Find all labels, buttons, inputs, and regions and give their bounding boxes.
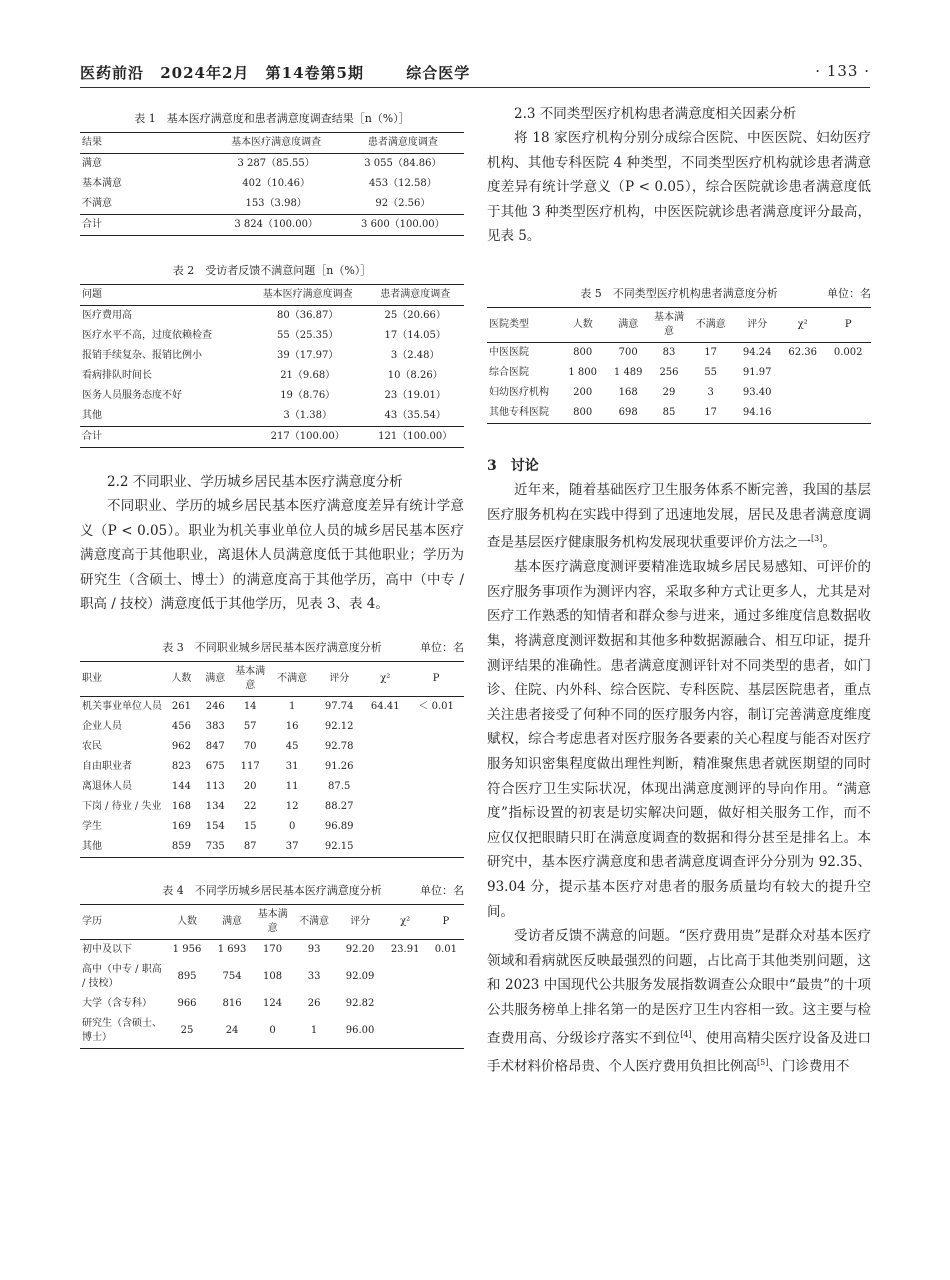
table-header-row bbox=[80, 285, 464, 306]
table-row bbox=[80, 696, 464, 717]
table-header-cell: 满意 bbox=[210, 904, 255, 939]
table-cell bbox=[362, 837, 408, 858]
table-header-cell: 患者满意度调查 bbox=[342, 133, 464, 154]
running-header bbox=[80, 58, 870, 88]
table-cell: 23.91 bbox=[390, 943, 420, 955]
table-row bbox=[80, 406, 464, 427]
table-cell: 11 bbox=[285, 780, 299, 792]
table-cell bbox=[362, 817, 408, 837]
table-row bbox=[80, 306, 464, 327]
section-2-2-body: 不同职业、学历的城乡居民基本医疗满意度差异有统计学意义（P < 0.05）。职业为机关事业单位人员的城乡居民基本医疗满意度高于其他职业，离退休人员满意度低于其他职业；学历为研究生（含硕士、博士）的满意度高于其他学历，高中（中专 / 职高 / 技校）满意度低于其他学历，见表 3、表 4。 bbox=[80, 498, 464, 613]
table-cell: 报销手续复杂、报销比例小 bbox=[82, 350, 202, 361]
table-row bbox=[80, 386, 464, 406]
table-cell bbox=[780, 363, 826, 383]
table-row bbox=[487, 383, 871, 403]
table-cell: 31 bbox=[285, 760, 299, 772]
citation: [5] bbox=[757, 1057, 769, 1067]
table-cell: 不满意 bbox=[82, 198, 112, 209]
table-cell: 24 bbox=[210, 1014, 255, 1049]
citation: [4] bbox=[680, 1029, 692, 1039]
right-column bbox=[487, 92, 871, 1280]
table-cell: 25 bbox=[164, 1014, 209, 1049]
section-2-3-title: 2.3 不同类型医疗机构患者满意度相关因素分析 bbox=[514, 106, 797, 122]
table-cell: 87.5 bbox=[328, 780, 351, 792]
table-header-cell: 人数 bbox=[164, 904, 209, 939]
table-header-cell: 基本医疗满意度调查 bbox=[211, 133, 342, 154]
section-3-paragraph-1 bbox=[487, 478, 871, 555]
table-cell: 29 bbox=[662, 386, 676, 398]
journal-name: 医药前沿 bbox=[80, 64, 145, 82]
table-header-cell: 医院类型 bbox=[487, 307, 560, 342]
table5-caption: 表 5 不同类型医疗机构患者满意度分析 bbox=[580, 286, 778, 300]
table-cell bbox=[362, 717, 408, 737]
table-cell: 96.00 bbox=[338, 1014, 383, 1049]
table-cell: 383 bbox=[205, 720, 225, 732]
table-cell: 1 800 bbox=[568, 366, 598, 378]
table-cell: 下岗 / 待业 / 失业 bbox=[82, 800, 162, 812]
table-cell: 1 956 bbox=[172, 943, 202, 955]
table-cell: 农民 bbox=[82, 740, 102, 752]
table-cell bbox=[362, 737, 408, 757]
table-cell: 1 bbox=[288, 700, 296, 712]
table-cell: 1 bbox=[291, 1014, 338, 1049]
table-row bbox=[80, 154, 464, 175]
table1 bbox=[80, 132, 464, 236]
table-cell: 中医医院 bbox=[489, 346, 529, 358]
table4-caption-row bbox=[80, 882, 464, 898]
table-cell: 124 bbox=[263, 997, 283, 1009]
table-header-cell: 评分 bbox=[316, 661, 362, 696]
table-cell bbox=[825, 403, 871, 424]
table-cell: 823 bbox=[171, 760, 191, 772]
table-cell: 847 bbox=[205, 740, 225, 752]
table-cell bbox=[780, 383, 826, 403]
table-header-cell: χ² bbox=[383, 904, 428, 939]
table-cell: 初中及以下 bbox=[82, 943, 132, 955]
section-2-2 bbox=[80, 470, 464, 617]
table-row bbox=[80, 737, 464, 757]
table-cell: 0 bbox=[288, 820, 296, 832]
table-cell: 256 bbox=[659, 366, 679, 378]
table-header-cell: χ² bbox=[362, 661, 408, 696]
table-cell: 0.002 bbox=[833, 346, 863, 358]
table-cell: 144 bbox=[171, 780, 191, 792]
table-cell: 895 bbox=[177, 970, 197, 982]
table-cell: 0 bbox=[255, 1014, 291, 1049]
table-cell: 机关事业单位人员 bbox=[82, 700, 162, 712]
table-cell: 113 bbox=[205, 780, 225, 792]
table-cell: 92.78 bbox=[324, 740, 354, 752]
table2-caption: 表 2 受访者反馈不满意问题［n（%）］ bbox=[172, 264, 372, 277]
table-header-row bbox=[80, 661, 464, 696]
table5-block bbox=[487, 285, 871, 424]
table-cell: 92（2.56） bbox=[375, 198, 431, 209]
page-number: · 133 · bbox=[815, 62, 870, 80]
table-header-cell: P bbox=[825, 307, 871, 342]
table-cell: 70 bbox=[243, 740, 257, 752]
table-header-row bbox=[80, 904, 464, 939]
table-cell: 其他 bbox=[82, 410, 102, 421]
table-cell: 800 bbox=[560, 403, 606, 424]
table-header-cell: P bbox=[408, 661, 464, 696]
table-cell: 402（10.46） bbox=[242, 178, 310, 189]
table-cell: 15 bbox=[243, 820, 257, 832]
table-cell: 大学（含专科） bbox=[82, 997, 152, 1009]
table-cell: 满意 bbox=[82, 158, 102, 169]
table-cell: 800 bbox=[573, 346, 593, 358]
left-column bbox=[80, 92, 464, 1280]
table-cell: 3 824（100.00） bbox=[211, 215, 342, 236]
table-cell: 200 bbox=[573, 386, 593, 398]
header-rule bbox=[80, 87, 870, 88]
table-row bbox=[80, 757, 464, 777]
table-cell: 246 bbox=[205, 700, 225, 712]
table-header-cell: 基本满意 bbox=[255, 904, 291, 939]
section-2-2-title: 2.2 不同职业、学历城乡居民基本医疗满意度分析 bbox=[107, 474, 403, 490]
table4-caption: 表 4 不同学历城乡居民基本医疗满意度分析 bbox=[162, 883, 382, 897]
table-header-cell: 结果 bbox=[80, 133, 211, 154]
table-cell: 其他 bbox=[80, 837, 164, 858]
table-row bbox=[80, 174, 464, 194]
table-header-cell: 不满意 bbox=[291, 904, 338, 939]
table-header-cell: 不满意 bbox=[687, 307, 734, 342]
table3-block bbox=[80, 639, 464, 858]
table-row bbox=[80, 326, 464, 346]
table-header-cell: 基本医疗满意度调查 bbox=[249, 285, 366, 306]
table-row bbox=[80, 194, 464, 215]
table-cell: 92.12 bbox=[324, 720, 354, 732]
table-row bbox=[80, 346, 464, 366]
table-cell bbox=[408, 817, 464, 837]
table-cell: 92.09 bbox=[345, 970, 375, 982]
table-header-cell: 问题 bbox=[80, 285, 249, 306]
table-cell: 综合医院 bbox=[489, 366, 529, 378]
table-cell: 22 bbox=[243, 800, 257, 812]
table-cell: 170 bbox=[263, 943, 283, 955]
table1-caption: 表 1 基本医疗满意度和患者满意度调查结果［n（%）］ bbox=[134, 112, 410, 125]
table-header-cell: 满意 bbox=[198, 661, 232, 696]
section-name: 综合医学 bbox=[406, 64, 471, 82]
table-cell: 其他专科医院 bbox=[487, 403, 560, 424]
table-total-row bbox=[80, 427, 464, 448]
table-cell: 26 bbox=[307, 997, 321, 1009]
table-cell bbox=[408, 737, 464, 757]
table-cell bbox=[780, 403, 826, 424]
table-cell: 154 bbox=[205, 820, 225, 832]
table-cell: 134 bbox=[205, 800, 225, 812]
table-cell: 17 bbox=[704, 346, 718, 358]
table-header-cell: 学历 bbox=[80, 904, 164, 939]
table-cell: ＜ 0.01 bbox=[418, 700, 454, 712]
table-cell: 93.40 bbox=[742, 386, 772, 398]
table-cell: 14 bbox=[243, 700, 257, 712]
table-cell: 合计 bbox=[80, 215, 211, 236]
table-cell bbox=[408, 757, 464, 777]
table-cell: 966 bbox=[177, 997, 197, 1009]
table-cell: 55（25.35） bbox=[277, 330, 339, 341]
table-cell: 33 bbox=[307, 970, 321, 982]
table-cell: 医务人员服务态度不好 bbox=[82, 390, 182, 401]
table-cell: 64.41 bbox=[370, 700, 400, 712]
table-cell: 3 055（84.86） bbox=[364, 158, 442, 169]
table-cell: 83 bbox=[662, 346, 676, 358]
table-row bbox=[80, 939, 464, 960]
table-row bbox=[487, 363, 871, 383]
table-cell: 168 bbox=[171, 800, 191, 812]
table-cell: 92.20 bbox=[345, 943, 375, 955]
table-header-cell: 基本满意 bbox=[232, 661, 268, 696]
table-cell: 自由职业者 bbox=[82, 760, 132, 772]
table2 bbox=[80, 284, 464, 448]
table-row bbox=[80, 994, 464, 1014]
table-row bbox=[487, 403, 871, 424]
section-2-3 bbox=[487, 102, 871, 249]
issue-volume: 第14卷第5期 bbox=[265, 64, 364, 82]
table-header-cell: 人数 bbox=[560, 307, 606, 342]
table-cell: 735 bbox=[198, 837, 232, 858]
table3-unit: 单位：名 bbox=[420, 640, 464, 654]
table-row bbox=[80, 817, 464, 837]
table-cell: 医疗费用高 bbox=[82, 310, 132, 321]
table-cell: 217（100.00） bbox=[249, 427, 366, 448]
table4-unit: 单位：名 bbox=[420, 883, 464, 897]
table-header-row bbox=[487, 307, 871, 342]
table-cell bbox=[428, 1014, 464, 1049]
table-cell: 92.82 bbox=[345, 997, 375, 1009]
table-cell: 97.74 bbox=[324, 700, 354, 712]
table-row bbox=[80, 960, 464, 994]
table-cell: 85 bbox=[651, 403, 687, 424]
table-total-row bbox=[80, 215, 464, 236]
table-cell: 高中（中专 / 职高 / 技校） bbox=[82, 963, 162, 989]
table-cell: 80（36.87） bbox=[277, 310, 339, 321]
table-cell bbox=[825, 383, 871, 403]
table-cell bbox=[408, 797, 464, 817]
table-cell: 45 bbox=[285, 740, 299, 752]
table-cell: 57 bbox=[243, 720, 257, 732]
table-cell bbox=[428, 960, 464, 994]
table-row bbox=[80, 837, 464, 858]
table-cell: 研究生（含硕士、博士） bbox=[80, 1014, 164, 1049]
table3 bbox=[80, 661, 464, 858]
table-cell: 87 bbox=[232, 837, 268, 858]
table-cell: 妇幼医疗机构 bbox=[489, 386, 549, 398]
table-row bbox=[80, 777, 464, 797]
table-cell bbox=[408, 717, 464, 737]
table-cell: 93 bbox=[307, 943, 321, 955]
section-3-title: 3 讨论 bbox=[487, 457, 539, 474]
table-cell: 19（8.76） bbox=[280, 390, 336, 401]
table-cell: 基本满意 bbox=[82, 178, 122, 189]
table5-unit: 单位：名 bbox=[827, 286, 871, 300]
table-cell: 3 bbox=[707, 386, 714, 398]
table-cell: 43（35.54） bbox=[384, 410, 446, 421]
table-row bbox=[80, 1014, 464, 1049]
table-cell: 816 bbox=[222, 997, 242, 1009]
table-cell: 169 bbox=[171, 820, 191, 832]
table-cell: 700 bbox=[618, 346, 638, 358]
table-cell: 25（20.66） bbox=[384, 310, 446, 321]
table-cell bbox=[383, 1014, 428, 1049]
table-header-cell: 评分 bbox=[734, 307, 780, 342]
table-cell: 121（100.00） bbox=[366, 427, 464, 448]
table-cell bbox=[428, 994, 464, 1014]
table-cell bbox=[408, 837, 464, 858]
table4-block bbox=[80, 882, 464, 1049]
table-header-cell: 满意 bbox=[605, 307, 651, 342]
table-cell: 0.01 bbox=[434, 943, 457, 955]
table-header-cell: 评分 bbox=[338, 904, 383, 939]
table-cell: 96.89 bbox=[324, 820, 354, 832]
section-3-paragraph-2: 基本医疗满意度测评要精准选取城乡居民易感知、可评价的医疗服务事项作为测评内容，采取多种方式让更多人，尤其是对医疗工作熟悉的知情者和群众参与进来，通过多维度信息数据收集，将满意度测评数据和其他多种数据源融合、相互印证，提升测评结果的准确性。患者满意度测评针对不同类型的患者，如门诊、住院、内外科、综合医院、专科医院、基层医院患者，重点关注患者接受了何种不同的医疗服务内容，制订完善满意度维度赋权，综合考虑患者对医疗服务各要素的关心程度与能否对医疗服务知识密集程度做出理性判断，精准聚焦患者就医期望的同时符合医疗卫生实际状况，体现出满意度测评的导向作用。“满意度”指标设置的初衷是切实解决问题，做好相关服务工作，而不应仅仅把眼睛只盯在满意度调查的数据和得分甚至是排名上。本研究中，基本医疗满意度和患者满意度调查评分分别为 92.35、93.04 分，提示基本医疗对患者的服务质量均有较大的提升空间。 bbox=[487, 559, 871, 920]
table-cell: 16 bbox=[285, 720, 299, 732]
paragraph-text: 。 bbox=[822, 534, 836, 551]
table-cell: 21（9.68） bbox=[280, 370, 336, 381]
paragraph-text: 、使用高精尖医疗设备及进口手术材料价格昂贵、个人医疗费用负担比例高 bbox=[487, 1030, 872, 1075]
table-cell bbox=[362, 797, 408, 817]
paragraph-text: 、门诊费用不 bbox=[768, 1058, 850, 1075]
table-cell: 62.36 bbox=[788, 346, 817, 358]
table-cell: 91.26 bbox=[324, 760, 354, 772]
table-cell: 17（14.05） bbox=[384, 330, 446, 341]
section-3 bbox=[487, 454, 871, 1079]
table-cell: 3（2.48） bbox=[390, 350, 440, 361]
table-cell: 91.97 bbox=[742, 366, 772, 378]
paragraph-text: 受访者反馈不满意的问题。“医疗费用贵”是群众对基本医疗领域和看病就医反映最强烈的问题，占比高于其他类别问题，这和 2023 中国现代公共服务发展指数调查公众眼中“最贵”的十项公共服务榜单上排名第一的是医疗卫生内容相一致。这主要与检查费用高、分级诊疗落实不到位 bbox=[487, 928, 871, 1047]
table-cell: 117 bbox=[240, 760, 260, 772]
table-cell: 698 bbox=[605, 403, 651, 424]
table-header-cell: 不满意 bbox=[268, 661, 316, 696]
citation: [3] bbox=[811, 534, 823, 544]
table-row bbox=[80, 366, 464, 386]
table-cell: 1 693 bbox=[217, 943, 247, 955]
table-cell: 医疗水平不高，过度依赖检查 bbox=[82, 330, 212, 341]
table-cell: 88.27 bbox=[324, 800, 354, 812]
table-cell bbox=[825, 363, 871, 383]
table-cell bbox=[362, 777, 408, 797]
table-cell bbox=[362, 757, 408, 777]
table-cell bbox=[383, 994, 428, 1014]
table5 bbox=[487, 307, 871, 424]
table-cell: 3 287（85.55） bbox=[237, 158, 315, 169]
table-cell: 23（19.01） bbox=[384, 390, 446, 401]
table-cell: 94.24 bbox=[742, 346, 772, 358]
table-header-cell: 基本满意 bbox=[651, 307, 687, 342]
table-cell: 看病排队时间长 bbox=[82, 370, 152, 381]
table-cell: 261 bbox=[171, 700, 191, 712]
table-cell: 企业人员 bbox=[82, 720, 122, 732]
issue-date: 2024年2月 bbox=[160, 64, 250, 82]
table-cell: 1 489 bbox=[613, 366, 643, 378]
table-cell: 168 bbox=[618, 386, 638, 398]
table-cell: 12 bbox=[285, 800, 299, 812]
table1-block bbox=[80, 110, 464, 236]
table4 bbox=[80, 904, 464, 1049]
table-cell: 合计 bbox=[80, 427, 249, 448]
table-row bbox=[80, 717, 464, 737]
table3-caption: 表 3 不同职业城乡居民基本医疗满意度分析 bbox=[162, 640, 382, 654]
table-cell: 675 bbox=[205, 760, 225, 772]
table-cell: 456 bbox=[171, 720, 191, 732]
table-cell: 3 600（100.00） bbox=[342, 215, 464, 236]
table-cell: 37 bbox=[268, 837, 316, 858]
table-cell: 754 bbox=[222, 970, 242, 982]
table-header-row bbox=[80, 133, 464, 154]
table-cell: 108 bbox=[263, 970, 283, 982]
table-cell: 153（3.98） bbox=[245, 198, 307, 209]
section-2-3-body: 将 18 家医疗机构分别分成综合医院、中医医院、妇幼医疗机构、其他专科医院 4 种类型，不同类型医疗机构就诊患者满意度差异有统计学意义（P < 0.05），综合医院就诊患者满意度低于其他 3 种类型医疗机构，中医医院就诊患者满意度评分最高，见表 5。 bbox=[487, 130, 871, 245]
table-cell: 10（8.26） bbox=[387, 370, 443, 381]
table-header-cell: P bbox=[428, 904, 464, 939]
table-header-cell: χ² bbox=[780, 307, 826, 342]
table-cell: 17 bbox=[687, 403, 734, 424]
table-header-cell: 人数 bbox=[164, 661, 198, 696]
section-3-paragraph-3 bbox=[487, 924, 871, 1079]
paragraph-text: 近年来，随着基础医疗卫生服务体系不断完善，我国的基层医疗服务机构在实践中得到了迅速地发展，居民及患者满意度调查是基层医疗健康服务机构发展现状重要评价方法之一 bbox=[487, 481, 871, 551]
table-row bbox=[80, 797, 464, 817]
table-cell: 962 bbox=[171, 740, 191, 752]
table-cell: 39（17.97） bbox=[277, 350, 339, 361]
table-row bbox=[487, 342, 871, 363]
table-cell: 3（1.38） bbox=[283, 410, 332, 421]
table-cell: 55 bbox=[704, 366, 718, 378]
table2-block bbox=[80, 262, 464, 448]
table5-caption-row bbox=[487, 285, 871, 301]
table-header-cell: 患者满意度调查 bbox=[366, 285, 464, 306]
table-cell: 学生 bbox=[82, 820, 102, 832]
table-header-cell: 职业 bbox=[80, 661, 164, 696]
table-cell: 94.16 bbox=[734, 403, 780, 424]
table3-caption-row bbox=[80, 639, 464, 655]
table-cell: 92.15 bbox=[316, 837, 362, 858]
table-cell: 453（12.58） bbox=[369, 178, 437, 189]
table-cell: 离退休人员 bbox=[82, 780, 132, 792]
table-cell bbox=[408, 777, 464, 797]
table-cell: 20 bbox=[243, 780, 257, 792]
table-cell bbox=[383, 960, 428, 994]
table-cell: 859 bbox=[164, 837, 198, 858]
